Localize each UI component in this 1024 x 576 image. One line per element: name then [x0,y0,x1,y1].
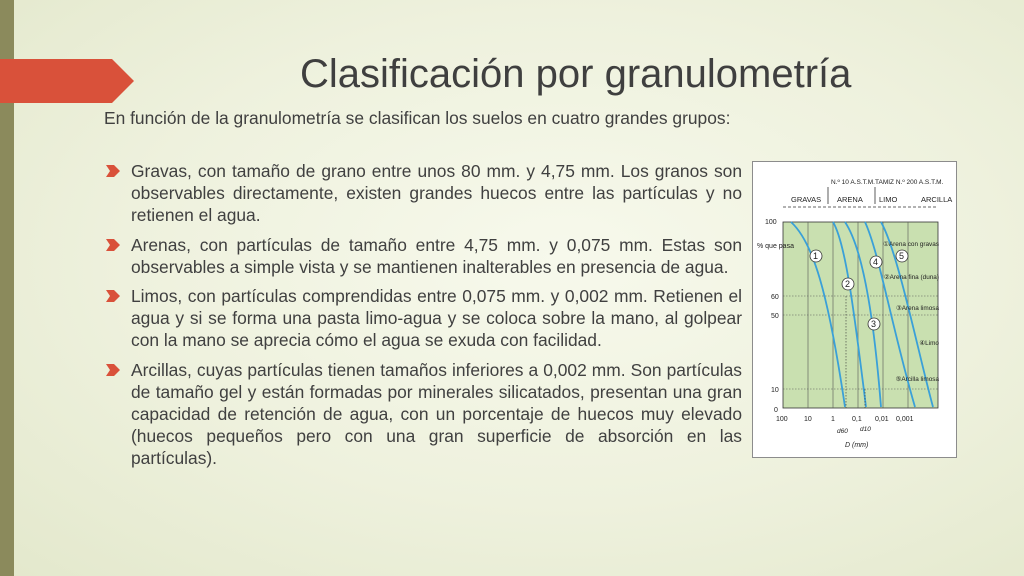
legend-item-1: ①Arena con gravas [883,241,939,248]
zone-arena: ARENA [837,195,863,204]
bullet-item-arcillas [104,359,742,470]
bullet-text: Limos, con partículas comprendidas entre 0,075 mm. y 0,002 mm. Retienen el agua y si se forma una pasta limo-agua y se coloca sobre la mano, al golpear con la mano se aprecia cómo el agua se exuda con facilidad. [131,286,742,351]
y-axis-label: % que pasa [757,243,794,250]
legend-item-3: ③Arena limosa [895,305,939,312]
y-tick-50: 50 [771,313,779,320]
bullet-list [104,160,742,477]
legend-item-4: ④Limo [919,340,939,347]
curve-marker-4: 4 [873,257,879,267]
curve-marker-1: 1 [813,251,819,261]
arrow-bullet-icon [106,239,120,251]
curve-marker-2: 2 [845,279,851,289]
zone-arcilla: ARCILLA [921,195,953,204]
sieve-label-200: TAMIZ N.º 200 A.S.T.M. [875,179,944,186]
bullet-item-arenas [104,234,742,278]
bullet-item-limos [104,285,742,352]
x-tick-0-1: 0,1 [852,416,862,423]
slide-title: Clasificación por granulometría [300,52,852,96]
sieve-label-10: N.º 10 A.S.T.M. [831,179,875,186]
bullet-text: Arcillas, cuyas partículas tienen tamaños inferiores a 0,002 mm. Son partículas de tamaño gel y están formadas por minerales silicatados, presentan una gran capacidad de retención de agua, con un porcentaje de huecos muy elevado (huecos pequeños pero con una gran superficie de absorción en las partículas). [131,359,742,469]
x-tick-100: 100 [776,416,788,423]
x-tick-1: 1 [831,416,835,423]
y-tick-100: 100 [765,219,777,226]
arrow-bullet-icon [106,165,120,177]
y-tick-0: 0 [774,407,778,414]
d60-label: d60 [837,428,848,435]
y-tick-60: 60 [771,294,779,301]
x-tick-0-01: 0,01 [875,416,889,423]
zone-limo: LIMO [879,195,898,204]
bullet-item-gravas [104,160,742,227]
intro-text: En función de la granulometría se clasifican los suelos en cuatro grandes grupos: [104,108,731,128]
bullet-text: Gravas, con tamaño de grano entre unos 80 mm. y 4,75 mm. Los granos son observables directamente, existen grandes huecos entre las partículas y no retienen el agua. [131,161,742,226]
d10-label: d10 [860,426,871,433]
x-axis-label: D (mm) [845,442,869,449]
legend-item-5: ⑤Arcilla limosa [895,376,939,383]
curve-marker-3: 3 [871,319,877,329]
arrow-bullet-icon [106,290,120,302]
zone-gravas: GRAVAS [791,195,822,204]
title-arrow-decoration [0,59,134,103]
bullet-text: Arenas, con partículas de tamaño entre 4,75 mm. y 0,075 mm. Estas son observables a simple vista y se mantienen inalterables en presencia de agua. [131,234,742,277]
x-tick-0-001: 0,001 [896,416,914,423]
y-tick-10: 10 [771,387,779,394]
x-tick-10: 10 [804,416,812,423]
curve-marker-5: 5 [899,251,905,261]
arrow-bullet-icon [106,364,120,376]
granulometry-figure [752,161,957,458]
legend-item-2: ②Arena fina (duna) [883,274,939,281]
